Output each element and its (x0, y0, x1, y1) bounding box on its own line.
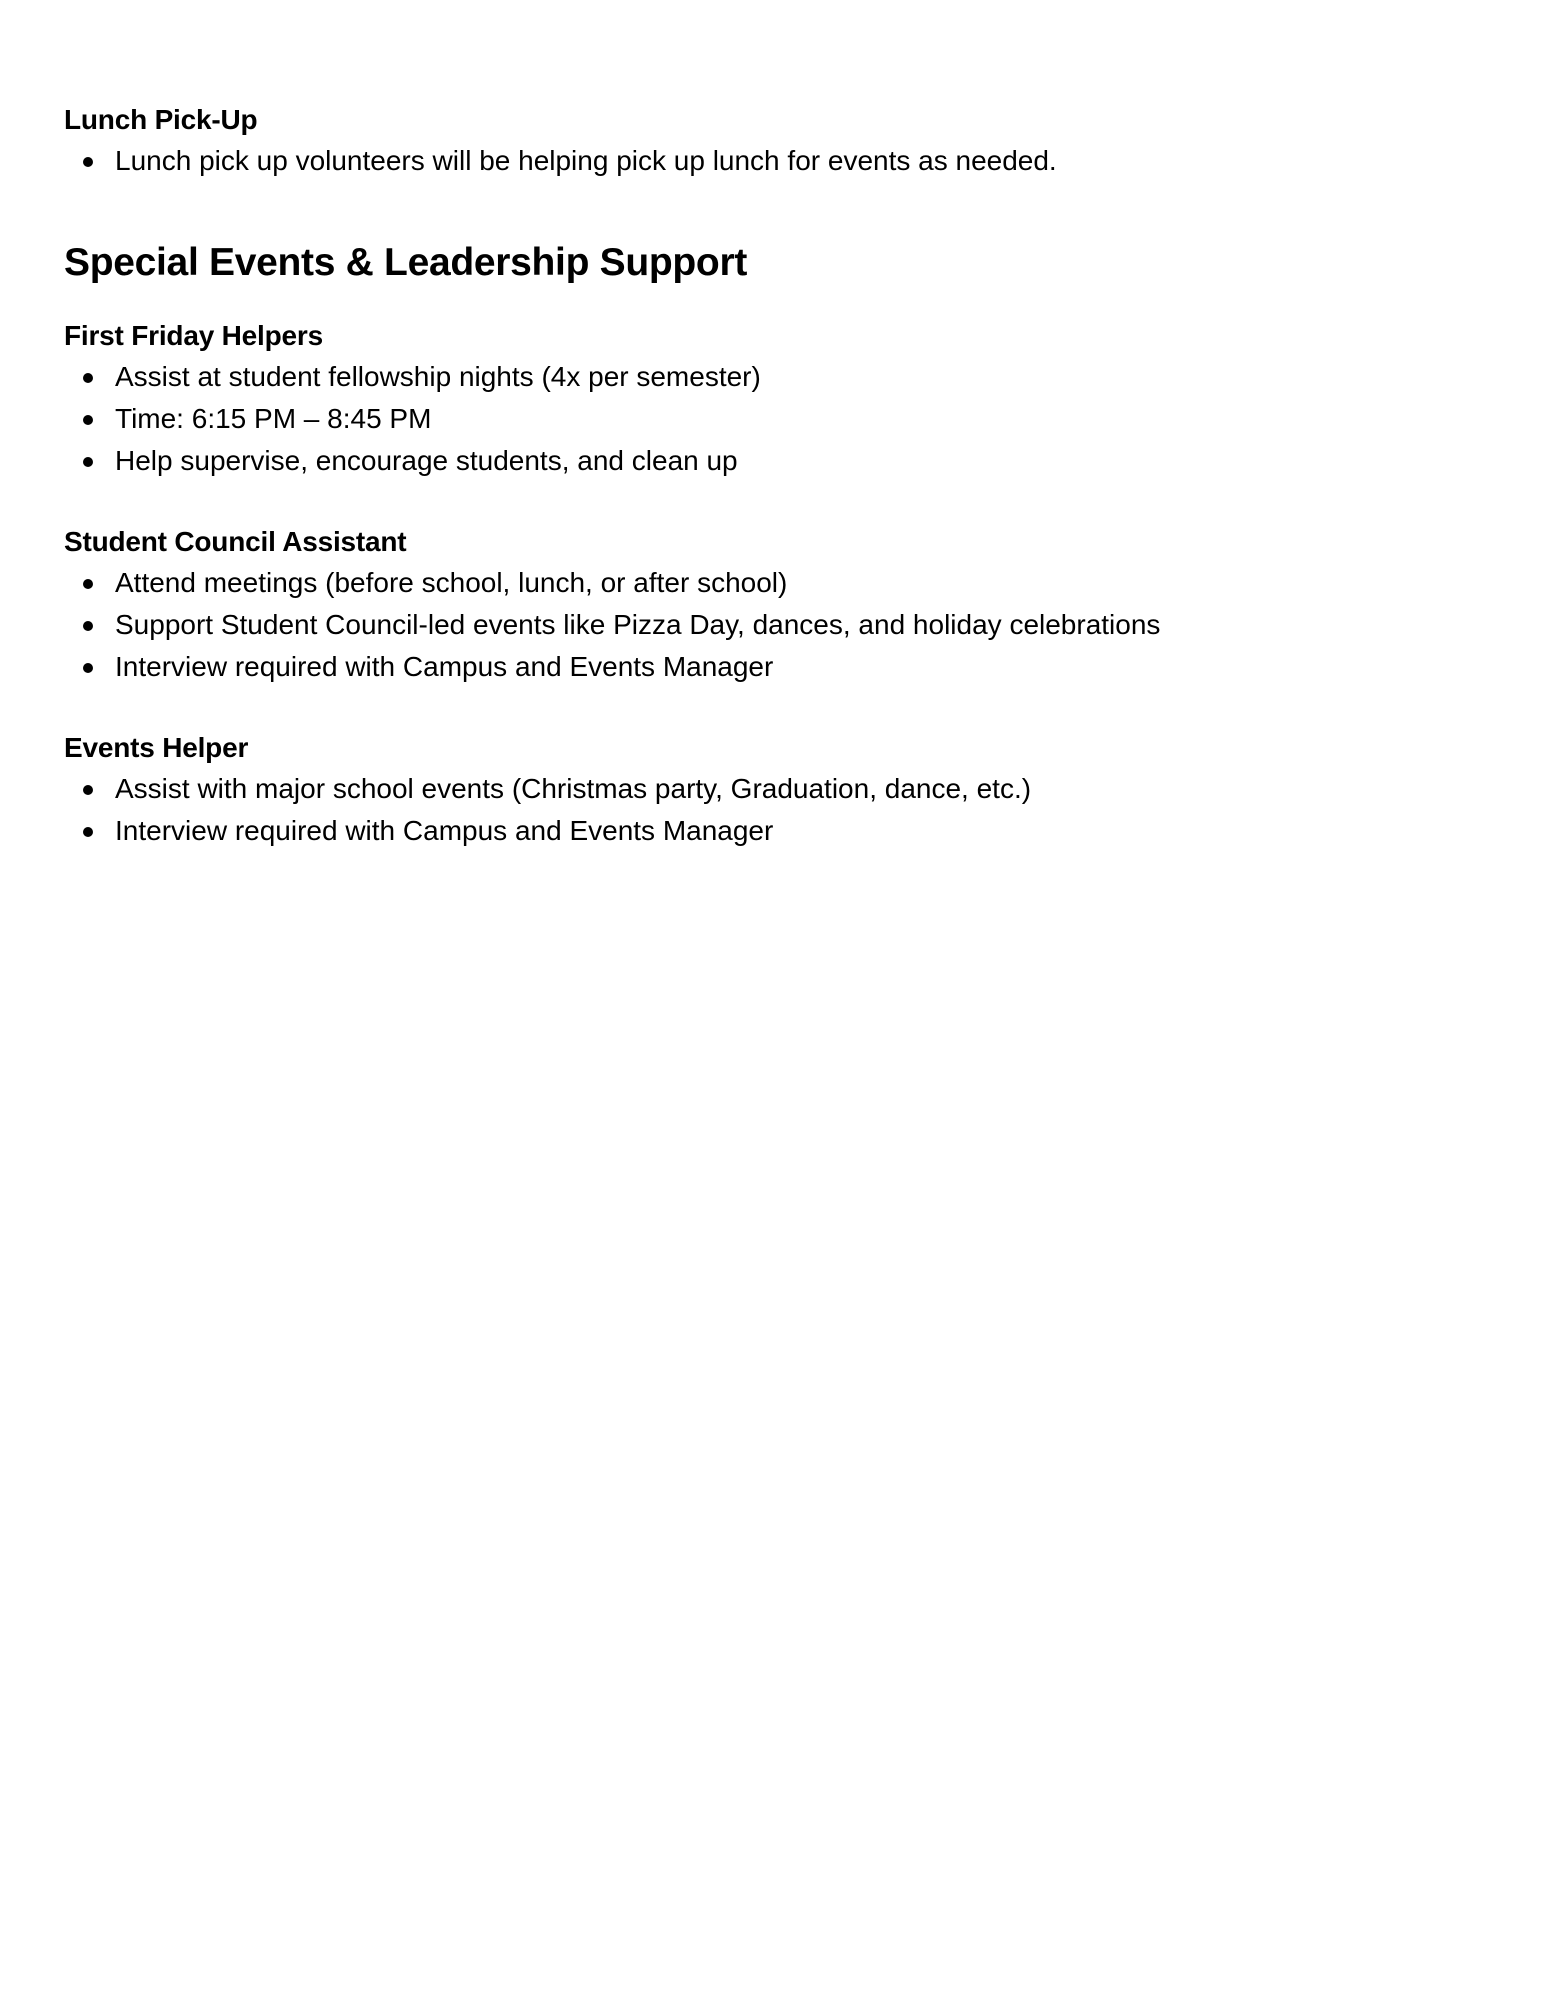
first-friday-heading: First Friday Helpers (64, 320, 323, 351)
bullet-icon (83, 157, 93, 167)
list-item (64, 440, 1484, 482)
list-item (64, 356, 1484, 398)
bullet-icon (83, 785, 93, 795)
bullet-icon (83, 415, 93, 425)
list-item-text: Interview required with Campus and Events Manager (115, 651, 774, 682)
student-council-list (64, 562, 1484, 688)
student-council-section (64, 522, 1484, 688)
bullet-icon (83, 663, 93, 673)
list-item-text: Attend meetings (before school, lunch, or after school) (115, 567, 788, 598)
list-item (64, 768, 1484, 810)
student-council-heading: Student Council Assistant (64, 526, 407, 557)
list-item-text: Lunch pick up volunteers will be helping pick up lunch for events as needed. (115, 145, 1057, 176)
list-item-text: Support Student Council-led events like Pizza Day, dances, and holiday celebrations (115, 609, 1161, 640)
list-item (64, 604, 1484, 646)
list-item (64, 646, 1484, 688)
events-helper-list (64, 768, 1484, 852)
events-helper-heading: Events Helper (64, 732, 249, 763)
list-item-text: Interview required with Campus and Events Manager (115, 815, 774, 846)
bullet-icon (83, 579, 93, 589)
list-item (64, 562, 1484, 604)
bullet-icon (83, 457, 93, 467)
bullet-icon (83, 827, 93, 837)
list-item-text: Assist at student fellowship nights (4x per semester) (115, 361, 761, 392)
bullet-icon (83, 373, 93, 383)
first-friday-list (64, 356, 1484, 482)
bullet-icon (83, 621, 93, 631)
list-item (64, 810, 1484, 852)
list-item (64, 140, 1484, 182)
list-item (64, 398, 1484, 440)
special-events-heading: Special Events & Leadership Support (64, 241, 748, 284)
first-friday-section (64, 316, 1484, 482)
list-item-text: Time: 6:15 PM – 8:45 PM (115, 403, 432, 434)
lunch-pickup-list (64, 140, 1484, 182)
list-item-text: Help supervise, encourage students, and clean up (115, 445, 738, 476)
lunch-pickup-heading: Lunch Pick-Up (64, 104, 258, 135)
events-helper-section (64, 728, 1484, 852)
document-page (64, 100, 1484, 852)
list-item-text: Assist with major school events (Christmas party, Graduation, dance, etc.) (115, 773, 1032, 804)
lunch-pickup-section (64, 100, 1484, 182)
